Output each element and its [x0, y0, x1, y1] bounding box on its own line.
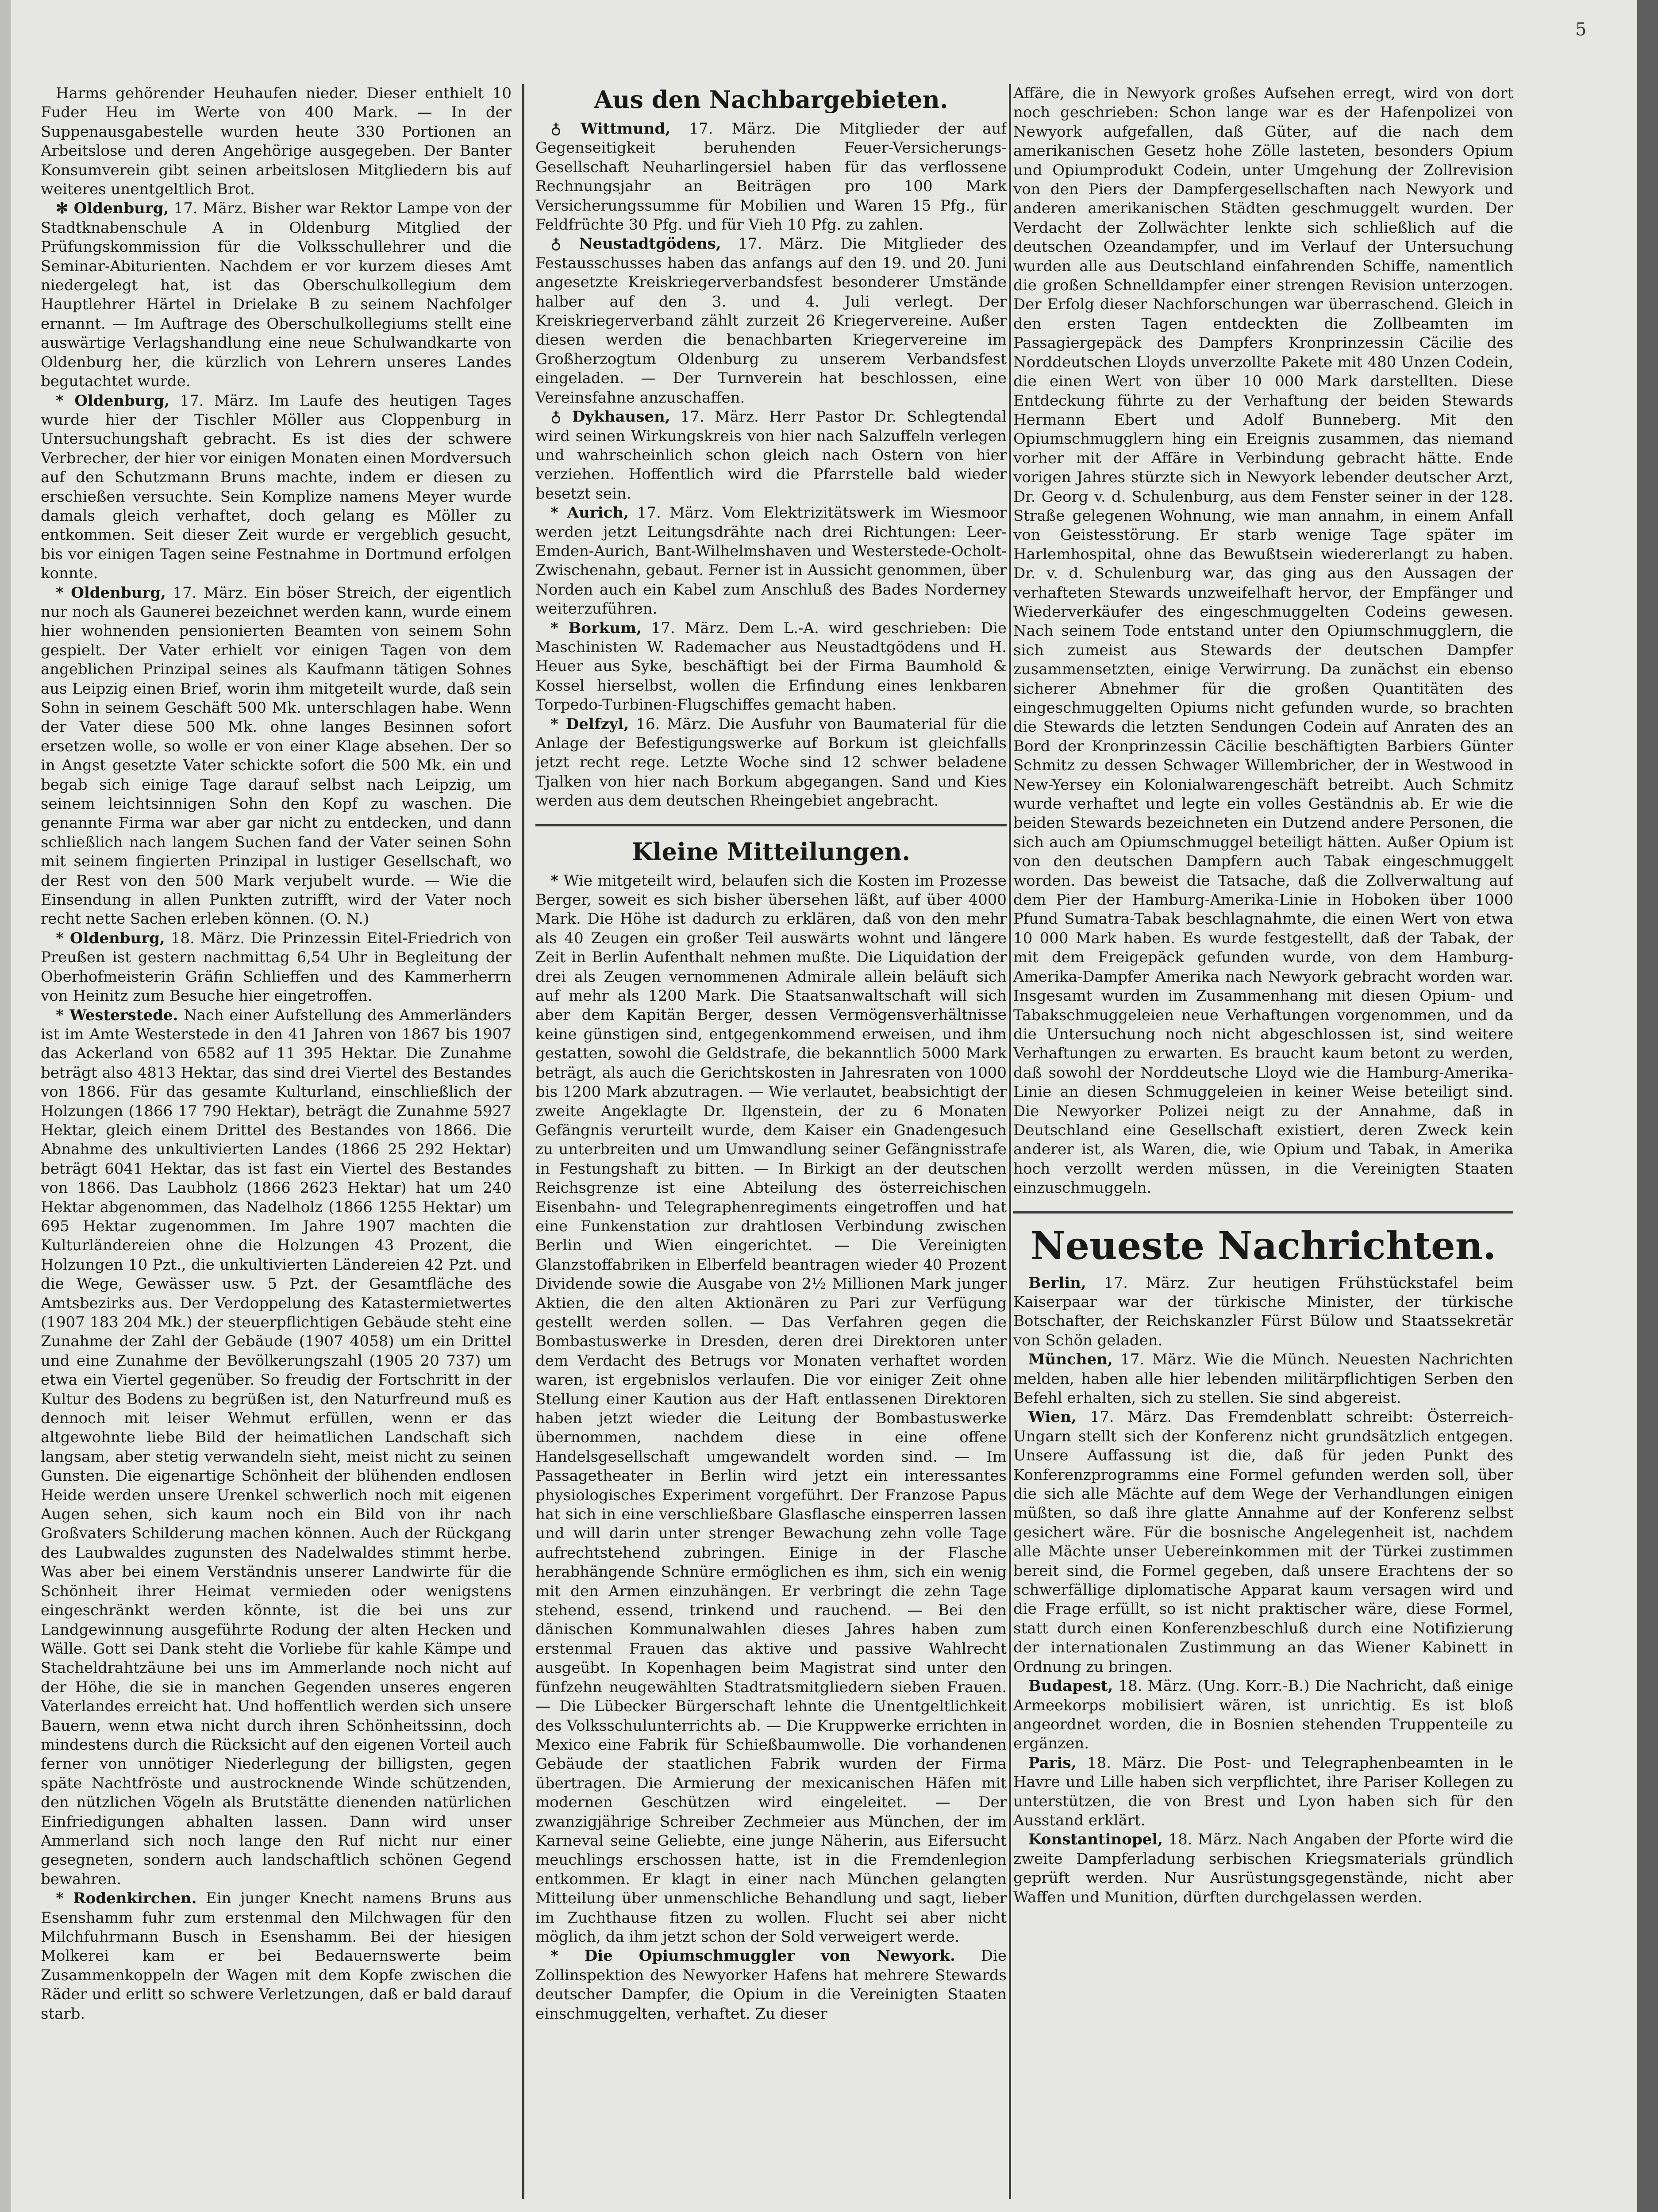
column-2 — [535, 84, 1007, 2212]
news-item-dateline: ♁ Wittmund, — [550, 120, 671, 138]
news-item-dateline: * Aurich, — [550, 504, 629, 522]
news-item — [41, 1006, 512, 1889]
news-item-dateline: * Oldenburg, — [56, 929, 165, 947]
news-item-dateline: München, — [1028, 1351, 1113, 1369]
news-item — [1013, 1350, 1513, 1408]
news-item-text: Wie mitgeteilt wird, belaufen sich die Kosten im Prozesse Berger, soweit es sich bisher übersehen läßt, auf über 4000 Mark. Die Höhe ist dadurch zu erklären, daß von den mehr als 40 Zeugen ein großer Teil auswärts wohnt und längere Zeit in Berlin Aufenthalt nehmen mußte. Die Liquidation der drei als Zeugen vernommenen Admirale allein beläuft sich auf mehr als 1200 Mark. Die Staatsanwaltschaft will sich aber dem Kapitän Berger, dessen Vermögensverhältnisse keine günstigen sind, entgegenkommend erweisen, und ihm gestatten, sowohl die Geldstrafe, die bekanntlich 5000 Mark beträgt, als auch die Gerichtskosten in Jahresraten von 1000 bis 1200 Mark abzutragen. — Wie verlautet, beabsichtigt der zweite Angeklagte Dr. Ilgenstein, der zu 6 Monaten Gefängnis verurteilt wurde, dem Kaiser ein Gnadengesuch zu unterbreiten und um Umwandlung seiner Gefängnisstrafe in Festungshaft zu bitten. — In Birkigt an der deutschen Reichsgrenze ist eine Abteilung des österreichischen Eisenbahn- und Telegraphenregiments eingetroffen und hat eine Funkenstation zur drahtlosen Verbindung zwischen Berlin und Wien eingerichtet. — Die Vereinigten Glanzstoffabriken in Elberfeld beantragen wieder 40 Prozent Dividende sowie die Ausgabe von 2½ Millionen Mark junger Aktien, die den alten Aktionären zu Pari zur Verfügung gestellt werden sollen. — Das Verfahren gegen die Bombastuswerke in Dresden, deren drei Direktoren unter dem Verdacht des Betrugs vor Monaten verhaftet worden waren, ist ergebnislos verlaufen. Die vor einiger Zeit ohne Stellung einer Kaution aus der Haft entlassenen Direktoren haben jetzt wieder die Leitung der Bombastuswerke übernommen, nachdem diese in eine offene Handelsgesellschaft umgewandelt worden sind. — Im Passagetheater in Berlin wird jetzt ein interessantes physiologisches Experiment vorgeführt. Der Franzose Papus hat sich in eine verschließbare Glasflasche einsperren lassen und will darin unter strenger Bewachung zehn volle Tage aufrechtstehend zubringen. Einige in der Flasche herabhängende Schnüre ermöglichen es ihm, sich ein wenig mit den Armen einzuhängen. Er verbringt die zehn Tage stehend, essend, trinkend und rauchend. — Bei den dänischen Kommunalwahlen dieses Jahres haben zum erstenmal Frauen das aktive und passive Wahlrecht ausgeübt. In Kopenhagen beim Magistrat sind unter den fünfzehn neugewählten Stadtratsmitgliedern sieben Frauen. — Die Lübecker Bürgerschaft lehnte die Unentgeltlichkeit des Volksschulunterrichts ab. — Die Kruppwerke errichten in Mexico eine Fabrik für Schießbaumwolle. Die vorhandenen Gebäude der staatlichen Fabrik wurden der Firma übertragen. Die Armierung der mexicanischen Häfen mit modernen Geschützen wird eingeleitet. — Der zwanzigjährige Schreiber Zechmeier aus München, der im Karneval seine Geliebte, eine junge Näherin, aus Eifersucht meuchlings erschossen hatte, ist in die Fremdenlegion entkommen. Er klagt in einer nach München gelangten Mitteilung über unmenschliche Behandlung und sagt, lieber im Zuchthause fitzen zu wollen. Flucht sei aber nicht möglich, da ihm jetzt schon der Sold verweigert werde. — [535, 872, 1007, 1946]
news-item-dateline: * — [550, 872, 558, 890]
news-item-text: 17. März. Dem L.-A. wird geschrieben: Die Maschinisten W. Rademacher aus Neustadtgödens und H. Heuer aus Syke, beschäftigt bei der Firma Baumhold & Kossel hierselbst, wollen die Erfindung eines lenkbaren Torpedo-Turbinen-Flugschiffes gemacht haben. — [535, 619, 1007, 714]
news-item-dateline: Wien, — [1028, 1408, 1077, 1426]
news-item — [41, 392, 512, 584]
news-item-text: Die Zollinspektion des Newyorker Hafens hat mehrere Stewards deutscher Dampfer, die Opium in die Vereinigten Staaten einschmuggelten, verhaftet. Zu dieser — [535, 1947, 1007, 2023]
news-item-text: 17. März. Im Laufe des heutigen Tages wurde hier der Tischler Möller aus Cloppenburg in Untersuchungshaft gebracht. Es ist dies der schwere Verbrecher, der hier vor einigen Monaten einen Mordversuch auf den Schutzmann Bruns machte, indem er diesen zu erschießen versuchte. Sein Komplize namens Meyer wurde damals gleich verhaftet, doch gelang es Möller zu entkommen. Seit dieser Zeit wurde er vergeblich gesucht, bis vor einigen Tagen seine Festnahme in Dortmund erfolgen konnte. — [41, 392, 512, 583]
news-item — [535, 872, 1007, 1947]
news-item-text: Ein junger Knecht namens Bruns aus Esenshamm fuhr zum erstenmal den Milchwagen für den Milchfuhrmann Busch in Esenshamm. Bei der hiesigen Molkerei kam er bei Bedauernswerte beim Zusammenkoppeln der Wagen mit dem Kopfe zwischen die Räder und erlitt so schwere Verletzungen, daß er bald darauf starb. — [41, 1889, 512, 2023]
news-item — [535, 503, 1007, 618]
news-item — [1013, 1408, 1513, 1677]
page-edge — [0, 0, 11, 2212]
news-item-dateline: ♁ Neustadtgödens, — [550, 235, 721, 253]
page-number: 5 — [1575, 19, 1587, 40]
news-item — [535, 619, 1007, 715]
column-3 — [1013, 84, 1513, 2212]
news-item-text: 17. März. Herr Pastor Dr. Schlegtendal wird seinen Wirkungskreis von hier nach Salzuffeln verlegen und wahrscheinlich schon gleich nach Ostern von hier verziehen. Hoffentlich wird die Pfarrstelle bald wieder besetzt sein. — [535, 408, 1007, 503]
news-item-text: 18. März. Nach Angaben der Pforte wird die zweite Dampferladung serbischen Kriegsmaterials gründlich geprüft werden. Nur Ausrüstungsgegenstände, nicht aber Waffen und Munition, dürften durchgelassen werden. — [1013, 1831, 1513, 1906]
news-item-text: 17. März. Vom Elektrizitätswerk im Wiesmoor werden jetzt Leitungsdrähte nach drei Richtungen: Leer-Emden-Aurich, Bant-Wilhelmshaven und Westerstede-Ocholt-Zwischenahn, gebaut. Ferner ist in Aussicht genommen, über Norden auch ein Kabel zum Anschluß des Bades Norderney weiterzuführen. — [535, 504, 1007, 618]
news-item-dateline: ✻ Oldenburg, — [56, 200, 169, 218]
news-item-dateline: * Delfzyl, — [550, 715, 629, 733]
news-item — [41, 584, 512, 929]
news-item — [535, 119, 1007, 234]
news-item — [41, 929, 512, 1006]
news-item — [535, 407, 1007, 503]
news-item-dateline: * Westerstede. — [56, 1006, 178, 1024]
news-item-text: 17. März. Die Mitglieder des Festausschusses haben das anfangs auf den 19. und 20. Juni angesetzte Kreiskriegerverbandsfest besonderer Umstände halber auf den 3. und 4. Juli verlegt. Der Kreiskriegerverband zählt zurzeit 26 Kriegervereine. Außer diesen werden die benachbarten Kriegervereine im Großherzogtum Oldenburg zu unserem Verbandsfest eingeladen. — Der Turnverein hat beschlossen, eine Vereinsfahne anzuschaffen. — [535, 235, 1007, 407]
news-item-text: Harms gehörender Heuhaufen nieder. Dieser enthielt 10 Fuder Heu im Werte von 400 Mark. — In der Suppenausgabestelle wurden heute 330 Portionen an Arbeitslose und deren Angehörige ausgegeben. Der Banter Konsumverein gibt seinen arbeitslosen Mitgliedern bis auf weiteres unentgeltlich Brot. — [41, 84, 512, 199]
news-item — [535, 715, 1007, 811]
news-item-text: 18. März. (Ung. Korr.-B.) Die Nachricht, daß einige Armeekorps mobilisiert wären, ist unrichtig. Es ist bloß angeordnet worden, die in Bosnien stehenden Truppenteile zu ergänzen. — [1013, 1677, 1513, 1753]
news-item-dateline: * Rodenkirchen. — [56, 1889, 197, 1908]
news-item-text: 16. März. Die Ausfuhr von Baumaterial für die Anlage der Befestigungswerke auf Borkum ist gleichfalls jetzt recht rege. Letzte Woche sind 12 schwer beladene Tjalken von hier nach Borkum abgegangen. Sand und Kies werden aus dem deutschen Rheingebiet angebracht. — [535, 715, 1007, 810]
news-item-text: 17. März. Bisher war Rektor Lampe von der Stadtknabenschule A in Oldenburg Mitglied der Prüfungskommission für die Volksschullehrer und die Seminar-Abiturienten. Nachdem er vor kurzem dieses Amt niedergelegt hat, ist das Oberschulkollegium dem Hauptlehrer Härtel in Drielake B zu seinem Nachfolger ernannt. — Im Auftrage des Oberschulkollegiums stellt eine auswärtige Verlagshandlung eine neue Schulwandkarte von Oldenburg her, die kürzlich von Lehrern unseres Landes begutachtet wurde. — [41, 200, 512, 391]
news-item-dateline: * Borkum, — [550, 619, 642, 637]
news-item-dateline: * Die Opiumschmuggler von Newyork. — [550, 1947, 955, 1965]
news-item — [41, 1889, 512, 2024]
article-list-kleine-mitteilungen — [535, 872, 1007, 2024]
news-item — [1013, 1677, 1513, 1754]
section-heading-kleine-mitteilungen: Kleine Mitteilungen. — [632, 837, 910, 866]
news-item-text: 17. März. Zur heutigen Frühstückstafel beim Kaiserpaar war der türkische Minister, der türkische Botschafter, der Reichskanzler Fürst Bülow und Staatssekretär von Schön geladen. — [1013, 1274, 1513, 1349]
news-item-text: 17. März. Ein böser Streich, der eigentlich nur noch als Gaunerei bezeichnet werden kann, wurde einem hier wohnenden pensionierten Beamten von seinem Sohn gespielt. Der Vater erhielt vor einigen Tagen von dem angeblichen Prinzipal seines als Kaufmann tätigen Sohnes aus Leipzig einen Brief, worin ihm mitgeteilt wurde, daß sein Sohn in seinem Geschäft 500 Mk. unterschlagen habe. Wenn der Vater diese 500 Mk. ohne langes Besinnen sofort ersetzen wolle, so wolle er von einer Klage absehen. Der so in Angst gesetzte Vater schickte sofort die 500 Mk. ein und begab sich einige Tage darauf selbst nach Leipzig, um seinem leichtsinnigen Sohn den Kopf zu waschen. Die genannte Firma war aber gar nicht zu entdecken, und dann schließlich nach langem Suchen fand der Vater seinen Sohn mit seinem fingierten Prinzipal in lustiger Gesellschaft, wo der Rest von den 500 Mark verjubelt wurde. — Wie die Einsendung in allen Punkten zutrifft, wird der Vater noch recht nette Sachen erleben können. (O. N.) — [41, 584, 512, 928]
section-divider — [1013, 1211, 1513, 1214]
news-item — [1013, 1274, 1513, 1351]
news-item-dateline: ♁ Dykhausen, — [550, 408, 670, 426]
article-continuation: Affäre, die in Newyork großes Aufsehen erregt, wird von dort noch geschrieben: Schon lange war es der Hafenpolizei von Newyork aufgefallen, daß Güter, auf die nach dem amerikanischen Gesetz hohe Zölle lasteten, besonders Opium und Opiumprodukt Codein, unter Umgehung der Zollrevision von den Piers der Dampfergesellschaften nach Newyork und anderen amerikanischen Städten geschmuggelt wurden. Der Verdacht der Zollwächter lenkte sich schließlich auf die deutschen Ozeandampfer, und im Verlauf der Untersuchung wurden alle aus Deutschland einfahrenden Schiffe, namentlich die großen Schnelldampfer einer strengen Revision unterzogen. Der Erfolg dieser Nachforschungen war überraschend. Gleich in den ersten Tagen entdeckten die Zollbeamten im Passagiergepäck des Dampfers Kronprinzessin Cäcilie des Norddeutschen Lloyds unverzollte Pakete mit 480 Unzen Codein, die einen Wert von über 10 000 Mark darstellten. Diese Entdeckung führte zu der Verhaftung der beiden Stewards Hermann Ebert und Adolf Bunneberg. Mit den Opiumschmugglern hing ein Ereignis zusammen, das niemand vorher mit der Affäre in Verbindung gebracht hätte. Ende vorigen Jahres stürzte sich in Newyork lebender deutscher Arzt, Dr. Georg v. d. Schulenburg, aus dem Fenster seiner in der 128. Straße gelegenen Wohnung, wie man annahm, in einem Anfall von Geistesstörung. Er starb wenige Tage später im Harlemhospital, ohne das Bewußtsein wiedererlangt zu haben. Dr. v. d. Schulenburg war, das ging aus den Aussagen der verhafteten Stewards unzweifelhaft hervor, der Empfänger und Wiederverkäufer des eingeschmuggelten Codeins gewesen. Nach seinem Tode entstand unter den Opiumschmugglern, die sich zumeist aus Stewards der deutschen Dampfer zusammensetzten, einige Verwirrung. Da zunächst ein ebenso sicherer Abnehmer für die großen Quantitäten des eingeschmuggelten Opiums nicht gefunden wurde, so brachten die Stewards die letzten Sendungen Codein auf Anraten des an Bord der Kronprinzessin Cäcilie beschäftigten Barbiers Günter Schmitz zu dessen Schwager Willembricher, der in Westwood in New-Yersey ein Kolonialwarengeschäft betreibt. Auch Schmitz wurde verhaftet und legte ein volles Geständnis ab. Er wie die beiden Stewards bezeichneten ein Dutzend andere Personen, die sich auch am Opiumschmuggel beteiligt hätten. Außer Opium ist von den deutschen Dampfern auch Tabak eingeschmuggelt worden. Das beweist die Tatsache, daß die Zollverwaltung auf dem Pier der Hamburg-Amerika-Linie in Hoboken über 1000 Pfund Sumatra-Tabak beschlagnahmte, die einen Wert von etwa 10 000 Mark haben. Es wurde festgestellt, daß der Tabak, der mit dem Freigepäck gefunden wurde, von dem Hamburg-Amerika-Dampfer Amerika nach Newyork gebracht worden war. Insgesamt wurden im Zusammenhang mit diesen Opium- und Tabakschmuggeleien neue Verhaftungen vorgenommen, und da die Untersuchung noch nicht abgeschlossen ist, sind weitere Verhaftungen zu erwarten. Es braucht kaum betont zu werden, daß sowohl der Norddeutsche Lloyd wie die Hamburg-Amerika-Linie an diesen Schmuggeleien in keiner Weise beteiligt sind. Die Newyorker Polizei neigt zu der Annahme, daß in Deutschland eine Gesellschaft existiert, deren Zweck kein anderer ist, als Waren, die, wie Opium und Tabak, in Amerika hoch verzollt werden müssen, in die Vereinigten Staaten einzuschmuggeln. — [1013, 84, 1513, 1197]
article-list-neueste-nachrichten — [1013, 1274, 1513, 1907]
column-1 — [41, 84, 512, 2212]
news-item-text: 18. März. Die Prinzessin Eitel-Friedrich von Preußen ist gestern nachmittag 6,54 Uhr in Begleitung der Oberhofmeisterin Gräfin Schlieffen und des Kammerherrn von Heinitz zum Besuche hier eingetroffen. — [41, 929, 512, 1005]
news-item-text: 18. März. Die Post- und Telegraphenbeamten in le Havre und Lille haben sich verpflichtet, ihre Pariser Kollegen zu unterstützen, die von Brest und Lyon haben sich für den Ausstand erklärt. — [1013, 1754, 1513, 1829]
section-divider — [535, 824, 1007, 826]
section-heading-nachbargebiete: Aus den Nachbargebieten. — [594, 85, 948, 114]
news-item-text: 17. März. Das Fremdenblatt schreibt: Österreich-Ungarn stellt sich der Konferenz nicht grundsätzlich entgegen. Unsere Auffassung ist die, daß für jeden Punkt des Konferenzprogramms eine Formel gefunden werden soll, über die sich alle Mächte auf dem Wege der Verhandlungen einigen müßten, so daß ihre glatte Annahme auf der Konferenz selbst gesichert wäre. Für die bosnische Angelegenheit ist, nachdem alle Mächte unser Uebereinkommen mit der Türkei zustimmen bereit sind, die Formel gegeben, daß unsere Erachtens der so schwerfällige diplomatische Apparat kaum versagen wird und die Frage erfüllt, so ist nicht praktischer wäre, diese Formel, statt durch einen Konferenzbeschluß durch eine Notifizierung der internationalen Zustimmung an das Wiener Kabinett in Ordnung zu bringen. — [1013, 1408, 1513, 1676]
news-item — [41, 199, 512, 391]
article-list-nachbargebiete — [535, 119, 1007, 811]
news-item — [1013, 1830, 1513, 1907]
news-item-dateline: Budapest, — [1028, 1677, 1113, 1695]
news-item — [1013, 1754, 1513, 1831]
news-item-dateline: Berlin, — [1028, 1274, 1086, 1292]
column-rule — [1009, 84, 1011, 2199]
news-item-dateline: Paris, — [1028, 1754, 1077, 1772]
news-item-dateline: Konstantinopel, — [1028, 1831, 1163, 1849]
section-heading-neueste-nachrichten: Neueste Nachrichten. — [1030, 1223, 1496, 1268]
news-item — [41, 84, 512, 199]
news-item-dateline: * Oldenburg, — [56, 392, 169, 410]
news-item-text: 17. März. Wie die Münch. Neuesten Nachrichten melden, haben alle hier lebenden militärpflichtigen Serben den Befehl erhalten, sich zu stellen. Sie sind abgereist. — [1013, 1351, 1513, 1407]
news-item-dateline: * Oldenburg, — [56, 584, 166, 602]
news-item-text: Nach einer Aufstellung des Ammerländers ist im Amte Westerstede in den 41 Jahren von 1867 bis 1907 das Ackerland von 6582 auf 11 395 Hektar. Die Zunahme beträgt also 4813 Hektar, das sind drei Viertel des Bestandes von 1866. Für das gesamte Kulturland, einschließlich der Holzungen (1866 17 790 Hektar), beträgt die Zunahme 5927 Hektar, gleich einem Drittel des Bestandes von 1866. Die Abnahme des unkultivierten Landes (1866 25 292 Hektar) beträgt 6041 Hektar, das ist fast ein Viertel des Bestandes von 1866. Das Laubholz (1866 2623 Hektar) hat um 240 Hektar abgenommen, das Nadelholz (1866 1255 Hektar) um 695 Hektar zugenommen. Im Jahre 1907 machten die Kulturländereien ohne die Holzungen 43 Prozent, die Holzungen 10 Pzt., die unkultivierten Ländereien 42 Pzt. und die Wege, Gewässer usw. 5 Pzt. der Gesamtfläche des Amtsbezirks aus. Der Verdoppelung des Katastermietwertes (1907 183 204 Mk.) der steuerpflichtigen Gebäude steht eine Zunahme der Zahl der Gebäude (1907 4058) um ein Drittel und eine Zunahme der Bevölkerungszahl (1905 20 737) um etwa ein Viertel gegenüber. So freudig der Fortschritt in der Kultur des Bodens zu begrüßen ist, den Naturfreund muß es dennoch mit leiser Wehmut erfüllen, wenn er das altgewohnte liebe Bild der heimatlichen Landschaft sich langsam, aber stetig verwandeln sieht, meist nicht zu seinen Gunsten. Die eigenartige Schönheit der blühenden endlosen Heide werden unsere Urenkel schwerlich noch mit eigenen Augen sehen, sich kaum noch ein Bild von ihr nach Großvaters Schilderung machen können. Auch der Rückgang des Laubwaldes zugunsten des Nadelwaldes stimmt herbe. Was aber bei einem Verständnis unserer Landwirte für die Schönheit ihrer Heimat vermieden oder wenigstens eingeschränkt werden könnte, ist die bei uns zur Landgewinnung ausgeführte Rodung der alten Hecken und Wälle. Gott sei Dank steht die Vorliebe für kahle Kämpe und Stacheldrahtzäune bei uns im Ammerlande noch nicht auf der Höhe, die sie in manchen Gegenden unseres engeren Vaterlandes erreicht hat. Und hoffentlich werden sich unsere Bauern, wenn etwa nicht durch ihren Schönheitssinn, doch mindestens durch die Rücksicht auf den eigenen Vorteil auch ferner von unnötiger Niederlegung der billigsten, gegen späte Nachtfröste und austrocknende Winde schützenden, den nützlichen Vögeln als Brutstätte dienenden natürlichen Einfriedigungen abhalten lassen. Dann wird unser Ammerland sich noch lange den Ruf nicht nur einer gesegneten, sondern auch landschaftlich schönen Gegend bewahren. — [41, 1006, 512, 1888]
news-item — [535, 234, 1007, 407]
news-item-text: 17. März. Die Mitglieder der auf Gegenseitigkeit beruhenden Feuer-Versicherungs-Gesellschaft Neuharlingersiel haben für das verflossene Rechnungsjahr an Beiträgen pro 100 Mark Versicherungssumme für Mobilien und Waren 15 Pfg., für Feldfrüchte 30 Pfg. und für Vieh 10 Pfg. zu zahlen. — [535, 120, 1007, 234]
column-rule — [522, 84, 524, 2199]
news-item — [535, 1947, 1007, 2024]
